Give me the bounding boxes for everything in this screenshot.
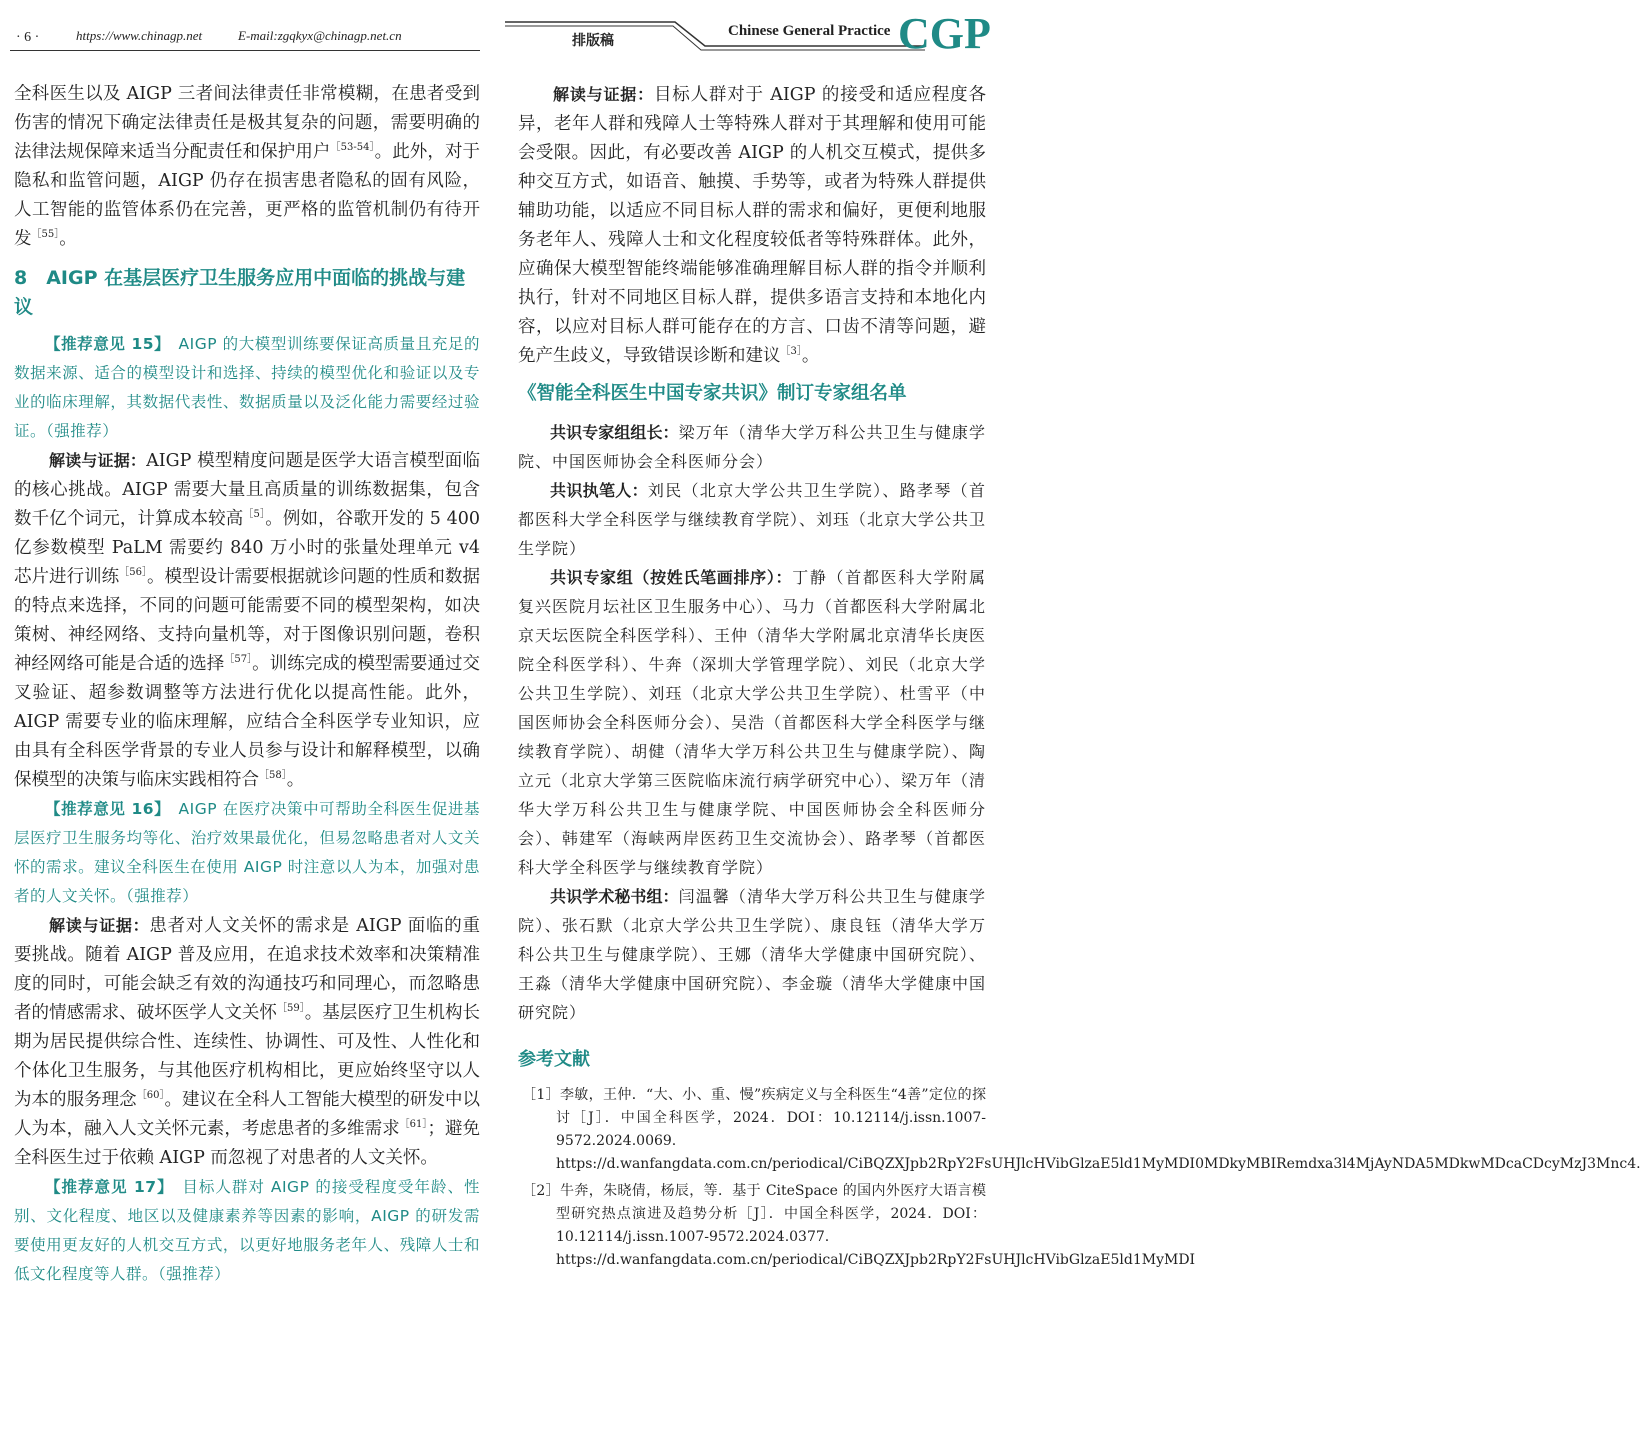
cgp-logo-text: CGP [898,9,991,58]
section-title: 8 AIGP 在基层医疗卫生服务应用中面临的挑战与建议 [14,267,466,318]
recommendation-17: 【推荐意见 17】 目标人群对 AIGP 的接受程度受年龄、性别、文化程度、地区以及健康素养等因素的影响，AIGP 的研发需要使用更友好的人机交互方式，以更好地服务老年人、残障人士和低文化程度等人群。（强推荐） [14,1178,480,1283]
journal-email[interactable]: E-mail:zgqkyx@chinagp.net.cn [238,28,402,43]
evidence-17: 解读与证据：目标人群对于 AIGP 的接受和适应程度各异，老年人群和残障人士等特殊人群对于其理解和使用可能会受限。因此，有必要改善 AIGP 的人机交互模式，提供多种交互方式，如语音、触摸、手势等，或者为特殊人群提供辅助功能，以适应不同目标人群的需求和偏好，更便利地服务老年人、残障人士和文化程度较低者等特殊群体。此外，应确保大模型智能终端能够准确理解目标人群的指令并顺利执行，针对不同地区目标人群，提供多语言支持和本地化内容，以应对目标人群可能存在的方言、口齿不清等问题，避免产生歧义，导致错误诊断和建议$^{[3]}$。 [518,85,986,366]
right-column [518,80,1641,1276]
expert-list-title: 《智能全科医生中国专家共识》制订专家组名单 [518,383,907,404]
page-number: · 6 · [16,30,40,45]
header-rule [10,50,480,51]
expert-writers: 共识执笔人：刘民（北京大学公共卫生学院）、路孝琴（首都医科大学全科医学与继续教育学院）、刘珏（北京大学公共卫生学院） [518,481,987,558]
page-header [0,0,1000,62]
left-column [14,80,480,1289]
typeset-stamp: 排版稿 [572,33,614,49]
evidence-15: 解读与证据：AIGP 模型精度问题是医学大语言模型面临的核心挑战。AIGP 需要大量且高质量的训练数据集，包含数千亿个词元，计算成本较高$^{[5]}$。例如，谷歌开发的 5 400 亿参数模型 PaLM 需要约 840 万小时的张量处理单元 v4 芯片进行训练$^{[56]}$。模型设计需要根据就诊问题的性质和数据的特点来选择，不同的问题可能需要不同的模型架构，如决策树、神经网络、支持向量机等，对于图像识别问题，卷积神经网络可能是合适的选择$^{[57]}$。训练完成的模型需要通过交叉验证、超参数调整等方法进行优化以提高性能。此外，AIGP 需要专业的临床理解，应结合全科医学专业知识，应由具有全科医学背景的专业人员参与设计和解释模型，以确保模型的决策与临床实践相符合$^{[58]}$。 [14,451,480,790]
recommendation-15: 【推荐意见 15】 AIGP 的大模型训练要保证高质量且充足的数据来源、适合的模型设计和选择、持续的模型优化和验证以及专业的临床理解，其数据代表性、数据质量以及泛化能力需要经过验证。（强推荐） [14,335,481,440]
evidence-16: 解读与证据：患者对人文关怀的需求是 AIGP 面临的重要挑战。随着 AIGP 普及应用，在追求技术效率和决策精准度的同时，可能会缺乏有效的沟通技巧和同理心，而忽略患者的情感需求、破坏医学人文关怀$^{[59]}$。基层医疗卫生机构长期为居民提供综合性、连续性、协调性、可及性、人性化和个体化卫生服务，与其他医疗机构相比，更应始终坚守以人为本的服务理念$^{[60]}$。建议在全科人工智能大模型的研发中以人为本，融入人文关怀元素，考虑患者的多维需求$^{[61]}$；避免全科医生过于依赖 AIGP 而忽视了对患者的人文关怀。 [14,916,481,1168]
journal-url[interactable]: https://www.chinagp.net [76,28,203,43]
paragraph-legal: 全科医生以及 AIGP 三者间法律责任非常模糊，在患者受到伤害的情况下确定法律责任是极其复杂的问题，需要明确的法律法规保障来适当分配责任和保护用户$^{[53-54]}$。此外，对于隐私和监管问题，AIGP 仍存在损害患者隐私的固有风险，人工智能的监管体系仍在完善，更严格的监管机制仍有待开发$^{[55]}$。 [14,84,481,249]
reference-item: ［2］牛奔，朱晓倩，杨辰，等．基于 CiteSpace 的国内外医疗大语言模型研究热点演进及趋势分析［J］．中国全科医学，2024．DOI：10.12114/j.issn.1007-9572.2024.0377. https://d.wanfangdata.com.cn/periodical/CiBQZXJpb2RpY2FsUHJlcHVibGlzaE5ld1MyMDI [522,1183,1196,1268]
journal-name: Chinese General Practice [728,23,891,39]
recommendation-16: 【推荐意见 16】 AIGP 在医疗决策中可帮助全科医生促进基层医疗卫生服务均等化、治疗效果最优化，但易忽略患者对人文关怀的需求。建议全科医生在使用 AIGP 时注意以人为本，加强对患者的人文关怀。（强推荐） [14,800,481,905]
cgp-logo-icon [898,8,992,58]
reference-item: ［1］李敏，王仲．“大、小、重、慢”疾病定义与全科医生“4善”定位的探讨［J］．中国全科医学，2024．DOI：10.12114/j.issn.1007-9572.2024.0069. https://d.wanfangdata.com.cn/periodical/CiBQZXJpb2RpY2FsUHJlcHVibGlzaE5ld1MyMDI0MDkyMBIRemdxa3l4MjAyNDA5MDkwMDcaCDcyMzJ3Mnc4. [522,1087,1641,1172]
expert-leader: 共识专家组组长：梁万年（清华大学万科公共卫生与健康学院、中国医师协会全科医师分会） [518,423,986,471]
expert-secretaries: 共识学术秘书组：闫温馨（清华大学万科公共卫生与健康学院）、张石默（北京大学公共卫生学院）、康良钰（清华大学万科公共卫生与健康学院）、王娜（清华大学健康中国研究院）、王淼（清华大学健康中国研究院）、李金璇（清华大学健康中国研究院） [518,887,987,1022]
references-title: 参考文献 [518,1049,590,1070]
expert-group: 共识专家组（按姓氏笔画排序）：丁静（首都医科大学附属复兴医院月坛社区卫生服务中心）、马力（首都医科大学附属北京天坛医院全科医学科）、王仲（清华大学附属北京清华长庚医院全科医学科）、牛奔（深圳大学管理学院）、刘民（北京大学公共卫生学院）、刘珏（北京大学公共卫生学院）、杜雪平（中国医师协会全科医师分会）、吴浩（首都医科大学全科医学与继续教育学院）、胡健（清华大学万科公共卫生与健康学院）、陶立元（北京大学第三医院临床流行病学研究中心）、梁万年（清华大学万科公共卫生与健康学院、中国医师协会全科医师分会）、韩建军（海峡两岸医药卫生交流协会）、路孝琴（首都医科大学全科医学与继续教育学院） [518,568,987,877]
